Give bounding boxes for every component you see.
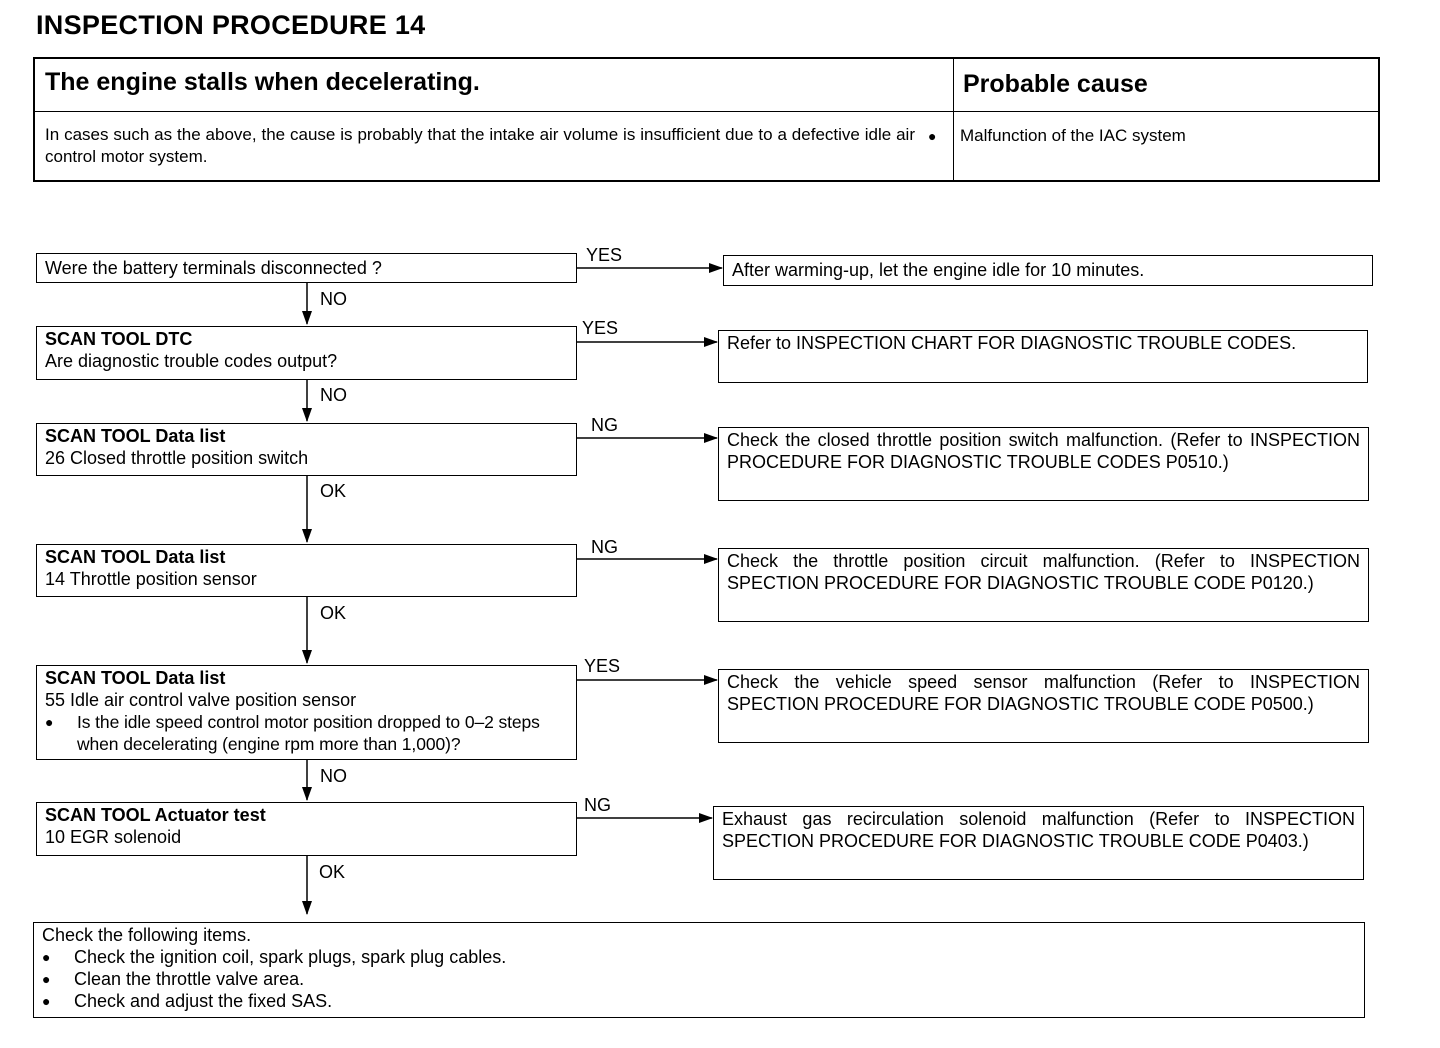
final-item: ● Check and adjust the fixed SAS. xyxy=(42,990,1356,1012)
step-item: 10 EGR solenoid xyxy=(45,827,182,847)
step-item: 14 Throttle position sensor xyxy=(45,569,257,589)
final-item: ● Clean the throttle valve area. xyxy=(42,968,1356,990)
step-bullet: ● Is the idle speed control motor position dropped to 0–2 steps when decelerating (engine rpm more than 1,000)? xyxy=(45,711,568,755)
branch-label-no-2: NO xyxy=(320,385,347,405)
result-throttle-position-circuit: Check the throttle position circuit malfunction. (Refer to INSPECTION SPECTION PROCEDURE FOR DIAGNOSTIC TROUBLE CODE P0120.) xyxy=(718,548,1369,622)
step-item: 55 Idle air control valve position sensor xyxy=(45,690,357,710)
step-egr-solenoid xyxy=(36,802,577,856)
step-heading: SCAN TOOL Data list xyxy=(45,426,226,446)
step-item: 26 Closed throttle position switch xyxy=(45,448,309,468)
branch-label-ok-3: OK xyxy=(320,481,347,501)
step-question: Were the battery terminals disconnected ? xyxy=(45,258,382,278)
branch-label-yes-5: YES xyxy=(584,656,621,676)
result-warm-up: After warming-up, let the engine idle for 10 minutes. xyxy=(723,255,1373,286)
step-heading: SCAN TOOL Data list xyxy=(45,668,226,688)
final-check-items xyxy=(33,922,1365,1018)
step-throttle-position-sensor xyxy=(36,544,577,597)
branch-label-ng-6: NG xyxy=(584,795,611,815)
step-question: Are diagnostic trouble codes output? xyxy=(45,351,338,371)
result-dtc-chart: Refer to INSPECTION CHART FOR DIAGNOSTIC TROUBLE CODES. xyxy=(718,330,1368,383)
step-battery-check xyxy=(36,253,577,283)
branch-label-yes-2: YES xyxy=(582,318,619,338)
branch-label-yes-1: YES xyxy=(586,245,623,265)
result-closed-throttle-switch: Check the closed throttle position switch malfunction. (Refer to INSPECTION PROCEDURE FOR DIAGNOSTIC TROUBLE CODES P0510.) xyxy=(718,427,1369,501)
branch-label-no-1: NO xyxy=(320,289,347,309)
step-heading: SCAN TOOL Data list xyxy=(45,547,226,567)
page-title: INSPECTION PROCEDURE 14 xyxy=(36,10,426,40)
symptom-description: In cases such as the above, the cause is probably that the intake air volume is insufficient due to a defective idle air control motor system. xyxy=(45,125,915,166)
step-heading: SCAN TOOL DTC xyxy=(45,329,193,349)
final-intro: Check the following items. xyxy=(42,925,252,945)
branch-label-ng-3: NG xyxy=(591,415,618,435)
branch-label-ok-6: OK xyxy=(319,862,346,882)
branch-label-ng-4: NG xyxy=(591,537,618,557)
branch-label-no-5: NO xyxy=(320,766,347,786)
symptom-heading: The engine stalls when decelerating. xyxy=(45,68,480,96)
probable-cause-item: ● Malfunction of the IAC system xyxy=(928,125,1348,147)
step-closed-throttle-switch xyxy=(36,423,577,476)
step-heading: SCAN TOOL Actuator test xyxy=(45,805,266,825)
result-egr-solenoid: Exhaust gas recirculation solenoid malfunction (Refer to INSPECTION SPECTION PROCEDURE FOR DIAGNOSTIC TROUBLE CODE P0403.) xyxy=(713,806,1364,880)
final-item: ● Check the ignition coil, spark plugs, spark plug cables. xyxy=(42,946,1356,968)
step-iac-valve-position xyxy=(36,665,577,760)
branch-label-ok-4: OK xyxy=(320,603,347,623)
result-vehicle-speed-sensor: Check the vehicle speed sensor malfunction (Refer to INSPECTION SPECTION PROCEDURE FOR DIAGNOSTIC TROUBLE CODE P0500.) xyxy=(718,669,1369,743)
probable-cause-heading: Probable cause xyxy=(963,70,1148,98)
step-scan-tool-dtc xyxy=(36,326,577,380)
